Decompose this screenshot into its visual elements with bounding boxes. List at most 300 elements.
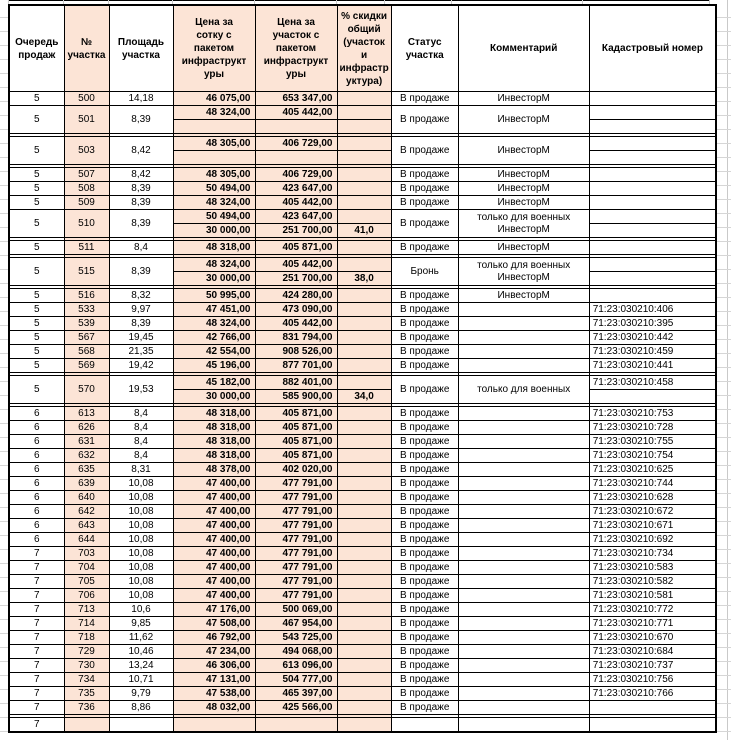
price-plot-cell[interactable]: 406 729,00 xyxy=(255,168,337,182)
status-cell[interactable]: В продаже xyxy=(391,463,458,477)
queue-cell[interactable]: 5 xyxy=(9,92,64,106)
price-plot-cell[interactable]: 406 729,00 xyxy=(255,137,337,151)
price-plot-cell[interactable] xyxy=(255,718,337,733)
price-plot-cell[interactable]: 251 700,00 xyxy=(255,272,337,286)
cadastre-cell[interactable]: 71:23:030210:737 xyxy=(589,659,716,673)
status-cell[interactable]: В продаже xyxy=(391,435,458,449)
comment-cell[interactable] xyxy=(458,331,589,345)
status-cell[interactable]: Бронь xyxy=(391,258,458,286)
queue-cell[interactable]: 5 xyxy=(9,106,64,134)
cadastre-cell[interactable] xyxy=(589,718,716,733)
discount-cell[interactable]: 41,0 xyxy=(337,224,391,238)
comment-cell[interactable] xyxy=(458,345,589,359)
area-cell[interactable]: 8,4 xyxy=(109,421,173,435)
plot-cell[interactable]: 703 xyxy=(64,547,109,561)
area-cell[interactable]: 9,85 xyxy=(109,617,173,631)
queue-cell[interactable]: 7 xyxy=(9,561,64,575)
area-cell[interactable]: 8,39 xyxy=(109,196,173,210)
area-cell[interactable]: 11,62 xyxy=(109,631,173,645)
price-plot-cell[interactable]: 477 791,00 xyxy=(255,561,337,575)
area-cell[interactable]: 19,45 xyxy=(109,331,173,345)
cadastre-cell[interactable]: 71:23:030210:728 xyxy=(589,421,716,435)
cadastre-cell[interactable]: 71:23:030210:395 xyxy=(589,317,716,331)
status-cell[interactable] xyxy=(391,718,458,733)
queue-cell[interactable]: 7 xyxy=(9,547,64,561)
cadastre-cell[interactable] xyxy=(589,137,716,151)
area-cell[interactable]: 10,08 xyxy=(109,491,173,505)
comment-cell[interactable] xyxy=(458,491,589,505)
price-plot-cell[interactable]: 405 442,00 xyxy=(255,258,337,272)
price-sotka-cell[interactable]: 48 324,00 xyxy=(173,196,255,210)
discount-cell[interactable] xyxy=(337,168,391,182)
price-sotka-cell[interactable]: 47 234,00 xyxy=(173,645,255,659)
price-plot-cell[interactable] xyxy=(255,120,337,134)
queue-cell[interactable]: 5 xyxy=(9,289,64,303)
price-plot-cell[interactable]: 877 701,00 xyxy=(255,359,337,373)
area-cell[interactable] xyxy=(109,718,173,733)
price-sotka-cell[interactable]: 47 508,00 xyxy=(173,617,255,631)
plot-cell[interactable]: 705 xyxy=(64,575,109,589)
price-plot-cell[interactable]: 477 791,00 xyxy=(255,589,337,603)
price-plot-cell[interactable] xyxy=(255,151,337,165)
discount-cell[interactable] xyxy=(337,435,391,449)
queue-cell[interactable]: 7 xyxy=(9,687,64,701)
price-sotka-cell[interactable]: 48 318,00 xyxy=(173,435,255,449)
comment-cell[interactable] xyxy=(458,376,589,404)
area-cell[interactable]: 10,71 xyxy=(109,673,173,687)
price-plot-cell[interactable]: 477 791,00 xyxy=(255,533,337,547)
header-cadastre[interactable] xyxy=(589,5,716,92)
comment-cell[interactable] xyxy=(458,687,589,701)
plot-cell[interactable]: 704 xyxy=(64,561,109,575)
header-plot[interactable] xyxy=(64,5,109,92)
comment-cell[interactable] xyxy=(458,673,589,687)
price-plot-cell[interactable]: 831 794,00 xyxy=(255,331,337,345)
cadastre-cell[interactable]: 71:23:030210:458 xyxy=(589,376,716,390)
cadastre-cell[interactable] xyxy=(589,258,716,272)
queue-cell[interactable]: 7 xyxy=(9,645,64,659)
cadastre-cell[interactable]: 71:23:030210:771 xyxy=(589,617,716,631)
price-plot-cell[interactable]: 423 647,00 xyxy=(255,182,337,196)
area-cell[interactable]: 10,08 xyxy=(109,505,173,519)
plot-cell[interactable]: 635 xyxy=(64,463,109,477)
queue-cell[interactable]: 6 xyxy=(9,421,64,435)
plot-cell[interactable]: 734 xyxy=(64,673,109,687)
price-plot-cell[interactable]: 424 280,00 xyxy=(255,289,337,303)
comment-cell[interactable] xyxy=(458,589,589,603)
status-cell[interactable]: В продаже xyxy=(391,449,458,463)
comment-cell[interactable] xyxy=(458,303,589,317)
price-plot-cell[interactable]: 613 096,00 xyxy=(255,659,337,673)
area-cell[interactable]: 8,39 xyxy=(109,258,173,286)
price-sotka-cell[interactable]: 47 451,00 xyxy=(173,303,255,317)
queue-cell[interactable]: 5 xyxy=(9,317,64,331)
area-cell[interactable]: 8,31 xyxy=(109,463,173,477)
price-plot-cell[interactable]: 473 090,00 xyxy=(255,303,337,317)
cadastre-cell[interactable]: 71:23:030210:672 xyxy=(589,505,716,519)
plot-cell[interactable]: 706 xyxy=(64,589,109,603)
discount-cell[interactable] xyxy=(337,645,391,659)
comment-cell[interactable] xyxy=(458,463,589,477)
queue-cell[interactable]: 6 xyxy=(9,407,64,421)
price-sotka-cell[interactable]: 48 318,00 xyxy=(173,449,255,463)
status-cell[interactable]: В продаже xyxy=(391,589,458,603)
plot-cell[interactable]: 533 xyxy=(64,303,109,317)
area-cell[interactable]: 19,42 xyxy=(109,359,173,373)
queue-cell[interactable]: 7 xyxy=(9,575,64,589)
discount-cell[interactable] xyxy=(337,317,391,331)
price-sotka-cell[interactable] xyxy=(173,718,255,733)
price-sotka-cell[interactable]: 47 400,00 xyxy=(173,491,255,505)
cadastre-cell[interactable] xyxy=(589,151,716,165)
area-cell[interactable]: 8,4 xyxy=(109,407,173,421)
cadastre-cell[interactable]: 71:23:030210:406 xyxy=(589,303,716,317)
price-plot-cell[interactable]: 465 397,00 xyxy=(255,687,337,701)
discount-cell[interactable] xyxy=(337,258,391,272)
price-plot-cell[interactable]: 405 442,00 xyxy=(255,196,337,210)
queue-cell[interactable]: 7 xyxy=(9,603,64,617)
status-cell[interactable]: В продаже xyxy=(391,196,458,210)
cadastre-cell[interactable]: 71:23:030210:692 xyxy=(589,533,716,547)
queue-cell[interactable]: 6 xyxy=(9,533,64,547)
price-plot-cell[interactable]: 477 791,00 xyxy=(255,519,337,533)
price-sotka-cell[interactable]: 30 000,00 xyxy=(173,390,255,404)
plot-cell[interactable]: 639 xyxy=(64,477,109,491)
plot-cell[interactable]: 567 xyxy=(64,331,109,345)
cadastre-cell[interactable] xyxy=(589,182,716,196)
status-cell[interactable]: В продаже xyxy=(391,659,458,673)
status-cell[interactable]: В продаже xyxy=(391,92,458,106)
price-sotka-cell[interactable] xyxy=(173,151,255,165)
discount-cell[interactable] xyxy=(337,376,391,390)
status-cell[interactable]: В продаже xyxy=(391,701,458,715)
plot-cell[interactable]: 507 xyxy=(64,168,109,182)
area-cell[interactable]: 8,39 xyxy=(109,182,173,196)
discount-cell[interactable] xyxy=(337,718,391,733)
price-sotka-cell[interactable]: 48 324,00 xyxy=(173,258,255,272)
cadastre-cell[interactable]: 71:23:030210:684 xyxy=(589,645,716,659)
price-sotka-cell[interactable]: 42 766,00 xyxy=(173,331,255,345)
area-cell[interactable]: 8,39 xyxy=(109,106,173,134)
queue-cell[interactable]: 5 xyxy=(9,345,64,359)
comment-cell[interactable] xyxy=(458,701,589,715)
comment-cell[interactable] xyxy=(458,210,589,238)
plot-cell[interactable]: 570 xyxy=(64,376,109,404)
plot-cell[interactable]: 730 xyxy=(64,659,109,673)
status-cell[interactable]: В продаже xyxy=(391,575,458,589)
discount-cell[interactable] xyxy=(337,533,391,547)
discount-cell[interactable] xyxy=(337,151,391,165)
cadastre-cell[interactable] xyxy=(589,272,716,286)
discount-cell[interactable]: 38,0 xyxy=(337,272,391,286)
price-plot-cell[interactable]: 425 566,00 xyxy=(255,701,337,715)
cadastre-cell[interactable]: 71:23:030210:734 xyxy=(589,547,716,561)
cadastre-cell[interactable] xyxy=(589,289,716,303)
queue-cell[interactable]: 5 xyxy=(9,241,64,255)
cadastre-cell[interactable]: 71:23:030210:772 xyxy=(589,603,716,617)
plot-cell[interactable]: 644 xyxy=(64,533,109,547)
price-sotka-cell[interactable] xyxy=(173,120,255,134)
status-cell[interactable]: В продаже xyxy=(391,137,458,165)
cadastre-cell[interactable] xyxy=(589,241,716,255)
cadastre-cell[interactable] xyxy=(589,210,716,224)
cadastre-cell[interactable]: 71:23:030210:755 xyxy=(589,435,716,449)
price-plot-cell[interactable]: 405 871,00 xyxy=(255,449,337,463)
price-sotka-cell[interactable]: 48 305,00 xyxy=(173,168,255,182)
plot-cell[interactable]: 736 xyxy=(64,701,109,715)
area-cell[interactable]: 10,08 xyxy=(109,547,173,561)
plot-cell[interactable]: 729 xyxy=(64,645,109,659)
comment-cell[interactable] xyxy=(458,561,589,575)
comment-cell[interactable] xyxy=(458,575,589,589)
discount-cell[interactable] xyxy=(337,407,391,421)
cadastre-cell[interactable] xyxy=(589,120,716,134)
queue-cell[interactable]: 5 xyxy=(9,182,64,196)
queue-cell[interactable]: 7 xyxy=(9,589,64,603)
queue-cell[interactable]: 5 xyxy=(9,196,64,210)
price-plot-cell[interactable]: 882 401,00 xyxy=(255,376,337,390)
plot-cell[interactable]: 631 xyxy=(64,435,109,449)
discount-cell[interactable]: 34,0 xyxy=(337,390,391,404)
price-plot-cell[interactable]: 405 871,00 xyxy=(255,407,337,421)
price-sotka-cell[interactable]: 47 400,00 xyxy=(173,533,255,547)
queue-cell[interactable]: 7 xyxy=(9,701,64,715)
price-sotka-cell[interactable]: 50 494,00 xyxy=(173,182,255,196)
cadastre-cell[interactable]: 71:23:030210:625 xyxy=(589,463,716,477)
cadastre-cell[interactable] xyxy=(589,196,716,210)
discount-cell[interactable] xyxy=(337,659,391,673)
discount-cell[interactable] xyxy=(337,137,391,151)
plot-cell[interactable]: 500 xyxy=(64,92,109,106)
comment-cell[interactable] xyxy=(458,317,589,331)
queue-cell[interactable]: 5 xyxy=(9,376,64,404)
area-cell[interactable]: 10,08 xyxy=(109,561,173,575)
cadastre-cell[interactable]: 71:23:030210:582 xyxy=(589,575,716,589)
cadastre-cell[interactable] xyxy=(589,701,716,715)
price-plot-cell[interactable]: 477 791,00 xyxy=(255,505,337,519)
price-plot-cell[interactable]: 500 069,00 xyxy=(255,603,337,617)
status-cell[interactable]: В продаже xyxy=(391,519,458,533)
comment-cell[interactable] xyxy=(458,718,589,733)
discount-cell[interactable] xyxy=(337,701,391,715)
plot-cell[interactable]: 642 xyxy=(64,505,109,519)
price-sotka-cell[interactable]: 46 075,00 xyxy=(173,92,255,106)
price-sotka-cell[interactable]: 47 400,00 xyxy=(173,505,255,519)
discount-cell[interactable] xyxy=(337,421,391,435)
header-comment[interactable] xyxy=(458,5,589,92)
cadastre-cell[interactable] xyxy=(589,92,716,106)
price-sotka-cell[interactable]: 47 400,00 xyxy=(173,575,255,589)
queue-cell[interactable]: 5 xyxy=(9,331,64,345)
area-cell[interactable]: 8,42 xyxy=(109,137,173,165)
discount-cell[interactable] xyxy=(337,491,391,505)
status-cell[interactable]: В продаже xyxy=(391,210,458,238)
discount-cell[interactable] xyxy=(337,603,391,617)
header-area[interactable] xyxy=(109,5,173,92)
comment-cell[interactable] xyxy=(458,196,589,210)
price-sotka-cell[interactable]: 47 400,00 xyxy=(173,561,255,575)
cadastre-cell[interactable]: 71:23:030210:628 xyxy=(589,491,716,505)
header-discount[interactable] xyxy=(337,5,391,92)
plot-cell[interactable]: 632 xyxy=(64,449,109,463)
comment-cell[interactable] xyxy=(458,449,589,463)
comment-cell[interactable] xyxy=(458,137,589,165)
price-sotka-cell[interactable]: 48 032,00 xyxy=(173,701,255,715)
area-cell[interactable]: 19,53 xyxy=(109,376,173,404)
queue-cell[interactable]: 7 xyxy=(9,673,64,687)
discount-cell[interactable] xyxy=(337,519,391,533)
cadastre-cell[interactable]: 71:23:030210:744 xyxy=(589,477,716,491)
area-cell[interactable]: 10,08 xyxy=(109,575,173,589)
status-cell[interactable]: В продаже xyxy=(391,505,458,519)
price-plot-cell[interactable]: 423 647,00 xyxy=(255,210,337,224)
area-cell[interactable]: 14,18 xyxy=(109,92,173,106)
plot-cell[interactable]: 515 xyxy=(64,258,109,286)
comment-cell[interactable] xyxy=(458,631,589,645)
queue-cell[interactable]: 7 xyxy=(9,631,64,645)
cadastre-cell[interactable]: 71:23:030210:459 xyxy=(589,345,716,359)
discount-cell[interactable] xyxy=(337,589,391,603)
status-cell[interactable]: В продаже xyxy=(391,533,458,547)
queue-cell[interactable]: 7 xyxy=(9,659,64,673)
discount-cell[interactable] xyxy=(337,210,391,224)
price-plot-cell[interactable]: 405 871,00 xyxy=(255,421,337,435)
area-cell[interactable]: 8,32 xyxy=(109,289,173,303)
price-sotka-cell[interactable]: 47 176,00 xyxy=(173,603,255,617)
discount-cell[interactable] xyxy=(337,182,391,196)
price-plot-cell[interactable]: 402 020,00 xyxy=(255,463,337,477)
discount-cell[interactable] xyxy=(337,547,391,561)
cadastre-cell[interactable]: 71:23:030210:441 xyxy=(589,359,716,373)
queue-cell[interactable]: 5 xyxy=(9,258,64,286)
status-cell[interactable]: В продаже xyxy=(391,345,458,359)
area-cell[interactable]: 8,86 xyxy=(109,701,173,715)
plot-cell[interactable]: 569 xyxy=(64,359,109,373)
price-sotka-cell[interactable]: 48 318,00 xyxy=(173,407,255,421)
price-sotka-cell[interactable]: 42 554,00 xyxy=(173,345,255,359)
area-cell[interactable]: 9,79 xyxy=(109,687,173,701)
cadastre-cell[interactable]: 71:23:030210:753 xyxy=(589,407,716,421)
cadastre-cell[interactable]: 71:23:030210:754 xyxy=(589,449,716,463)
cadastre-cell[interactable] xyxy=(589,224,716,238)
queue-cell[interactable]: 6 xyxy=(9,435,64,449)
comment-cell[interactable] xyxy=(458,547,589,561)
area-cell[interactable]: 10,08 xyxy=(109,533,173,547)
cadastre-cell[interactable] xyxy=(589,168,716,182)
discount-cell[interactable] xyxy=(337,303,391,317)
queue-cell[interactable]: 6 xyxy=(9,477,64,491)
plot-cell[interactable]: 613 xyxy=(64,407,109,421)
cadastre-cell[interactable] xyxy=(589,106,716,120)
price-sotka-cell[interactable]: 50 995,00 xyxy=(173,289,255,303)
discount-cell[interactable] xyxy=(337,687,391,701)
price-sotka-cell[interactable]: 47 400,00 xyxy=(173,477,255,491)
price-plot-cell[interactable]: 477 791,00 xyxy=(255,491,337,505)
status-cell[interactable]: В продаже xyxy=(391,376,458,404)
cadastre-cell[interactable]: 71:23:030210:581 xyxy=(589,589,716,603)
cadastre-cell[interactable] xyxy=(589,390,716,404)
plot-cell[interactable]: 510 xyxy=(64,210,109,238)
area-cell[interactable]: 13,24 xyxy=(109,659,173,673)
comment-cell[interactable] xyxy=(458,241,589,255)
price-sotka-cell[interactable]: 47 400,00 xyxy=(173,519,255,533)
area-cell[interactable]: 8,4 xyxy=(109,449,173,463)
price-sotka-cell[interactable]: 47 400,00 xyxy=(173,547,255,561)
discount-cell[interactable] xyxy=(337,359,391,373)
price-sotka-cell[interactable]: 47 131,00 xyxy=(173,673,255,687)
status-cell[interactable]: В продаже xyxy=(391,106,458,134)
discount-cell[interactable] xyxy=(337,449,391,463)
queue-cell[interactable]: 6 xyxy=(9,519,64,533)
status-cell[interactable]: В продаже xyxy=(391,182,458,196)
area-cell[interactable]: 10,08 xyxy=(109,519,173,533)
price-plot-cell[interactable]: 477 791,00 xyxy=(255,547,337,561)
plot-cell[interactable]: 643 xyxy=(64,519,109,533)
plot-cell[interactable]: 735 xyxy=(64,687,109,701)
price-sotka-cell[interactable]: 48 318,00 xyxy=(173,421,255,435)
queue-cell[interactable]: 7 xyxy=(9,617,64,631)
price-plot-cell[interactable]: 405 871,00 xyxy=(255,435,337,449)
price-plot-cell[interactable]: 494 068,00 xyxy=(255,645,337,659)
status-cell[interactable]: В продаже xyxy=(391,359,458,373)
comment-cell[interactable] xyxy=(458,182,589,196)
area-cell[interactable]: 10,08 xyxy=(109,477,173,491)
comment-cell[interactable] xyxy=(458,435,589,449)
queue-cell[interactable]: 5 xyxy=(9,359,64,373)
plot-cell[interactable]: 714 xyxy=(64,617,109,631)
status-cell[interactable]: В продаже xyxy=(391,673,458,687)
cadastre-cell[interactable]: 71:23:030210:670 xyxy=(589,631,716,645)
plot-cell[interactable]: 539 xyxy=(64,317,109,331)
status-cell[interactable]: В продаже xyxy=(391,421,458,435)
discount-cell[interactable] xyxy=(337,345,391,359)
price-plot-cell[interactable]: 504 777,00 xyxy=(255,673,337,687)
discount-cell[interactable] xyxy=(337,575,391,589)
status-cell[interactable]: В продаже xyxy=(391,303,458,317)
status-cell[interactable]: В продаже xyxy=(391,617,458,631)
area-cell[interactable]: 10,6 xyxy=(109,603,173,617)
status-cell[interactable]: В продаже xyxy=(391,603,458,617)
status-cell[interactable]: В продаже xyxy=(391,561,458,575)
comment-cell[interactable] xyxy=(458,258,589,286)
comment-cell[interactable] xyxy=(458,533,589,547)
price-plot-cell[interactable]: 405 871,00 xyxy=(255,241,337,255)
plot-cell[interactable]: 509 xyxy=(64,196,109,210)
area-cell[interactable]: 8,4 xyxy=(109,241,173,255)
plot-cell[interactable]: 640 xyxy=(64,491,109,505)
queue-cell[interactable]: 6 xyxy=(9,449,64,463)
cadastre-cell[interactable]: 71:23:030210:671 xyxy=(589,519,716,533)
area-cell[interactable]: 21,35 xyxy=(109,345,173,359)
price-plot-cell[interactable]: 585 900,00 xyxy=(255,390,337,404)
price-sotka-cell[interactable]: 48 324,00 xyxy=(173,106,255,120)
price-plot-cell[interactable]: 405 442,00 xyxy=(255,106,337,120)
plot-cell[interactable]: 718 xyxy=(64,631,109,645)
header-status[interactable] xyxy=(391,5,458,92)
area-cell[interactable]: 8,42 xyxy=(109,168,173,182)
comment-cell[interactable] xyxy=(458,289,589,303)
cadastre-cell[interactable]: 71:23:030210:766 xyxy=(589,687,716,701)
status-cell[interactable]: В продаже xyxy=(391,331,458,345)
queue-cell[interactable]: 6 xyxy=(9,463,64,477)
cadastre-cell[interactable]: 71:23:030210:756 xyxy=(589,673,716,687)
queue-cell[interactable]: 6 xyxy=(9,491,64,505)
price-sotka-cell[interactable]: 47 400,00 xyxy=(173,589,255,603)
discount-cell[interactable] xyxy=(337,561,391,575)
discount-cell[interactable] xyxy=(337,196,391,210)
comment-cell[interactable] xyxy=(458,359,589,373)
comment-cell[interactable] xyxy=(458,421,589,435)
